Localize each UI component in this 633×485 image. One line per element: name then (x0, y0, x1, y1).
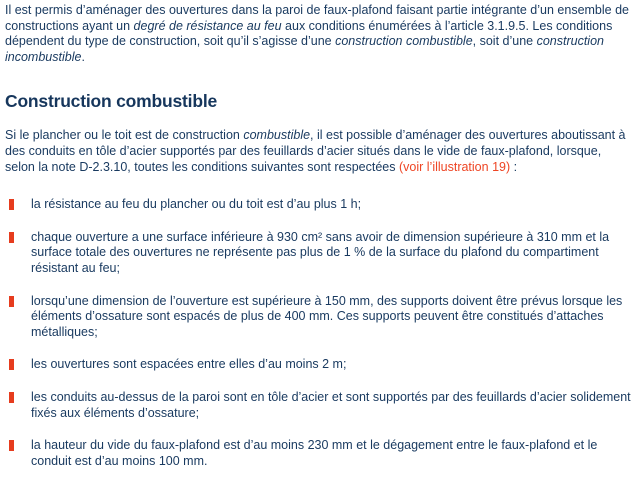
conditions-list (5, 197, 631, 469)
list-item (5, 294, 631, 341)
list-item-text: chaque ouverture a une surface inférieure à 930 cm² sans avoir de dimension supérieure à 310 mm et la surface totale des ouvertures ne représente pas plus de 1 % de la surface du plafond du compartiment résistant au feu; (31, 229, 610, 275)
bullet-icon (9, 199, 14, 210)
italic-term-degre-resistance: degré de résistance au feu (133, 18, 282, 33)
italic-term-combustible: combustible (243, 128, 311, 143)
text-segment: , il est possible d’aménager des ouvertures aboutissant à des conduits en tôle d’acier supportés par des feuillards d’acier situés dans le vide de faux-plafond, lorsque, selon la note D-2.3.10, toutes les conditions suivantes sont respectées (5, 128, 626, 174)
list-item (5, 438, 631, 469)
italic-term-construction-incombustible: construction incombustible (5, 34, 604, 64)
italic-term-construction-combustible: construction combustible (335, 34, 473, 49)
list-item-text: la hauteur du vide du faux-plafond est d’au moins 230 mm et le dégagement entre le faux-plafond et le conduit est d’au moins 100 mm. (31, 438, 598, 468)
list-item-text: les ouvertures sont espacées entre elles d’au moins 2 m; (31, 357, 347, 372)
list-item-text: lorsqu’une dimension de l’ouverture est supérieure à 150 mm, des supports doivent être prévus lorsque les éléments d’ossature sont espacés de plus de 400 mm. Ces supports peuvent être constitués d’attaches métalliques; (31, 293, 623, 339)
list-item-text: les conduits au-dessus de la paroi sont en tôle d’acier et sont supportés par des feuillards d’acier solidement fixés aux éléments d’ossature; (31, 389, 631, 420)
text-segment: . (81, 49, 85, 64)
list-item-text: la résistance au feu du plancher ou du toit est d’au plus 1 h; (31, 197, 362, 212)
text-segment: : (510, 159, 518, 174)
bullet-icon (9, 232, 14, 243)
list-item (5, 197, 631, 213)
illustration-link[interactable]: (voir l’illustration 19) (398, 159, 511, 174)
text-segment: , soit d’une (472, 34, 537, 49)
bullet-icon (9, 392, 14, 403)
text-segment: Si le plancher ou le toit est de construction (5, 128, 244, 143)
list-item (5, 230, 631, 277)
bullet-icon (9, 440, 14, 451)
list-item (5, 357, 631, 373)
list-item (5, 390, 631, 421)
bullet-icon (9, 296, 14, 307)
text-segment: aux conditions énumérées à l’article 3.1.9.5. Les conditions dépendent du type de construction, soit qu’il s’agisse d’une (5, 18, 613, 49)
text-segment: Il est permis d’aménager des ouvertures dans la paroi de faux-plafond faisant partie intégrante d’un ensemble de constructions ayant un (5, 3, 629, 33)
intro-paragraph (5, 3, 631, 65)
section-paragraph (5, 128, 631, 175)
section-heading: Construction combustible (5, 91, 218, 112)
bullet-icon (9, 359, 14, 370)
